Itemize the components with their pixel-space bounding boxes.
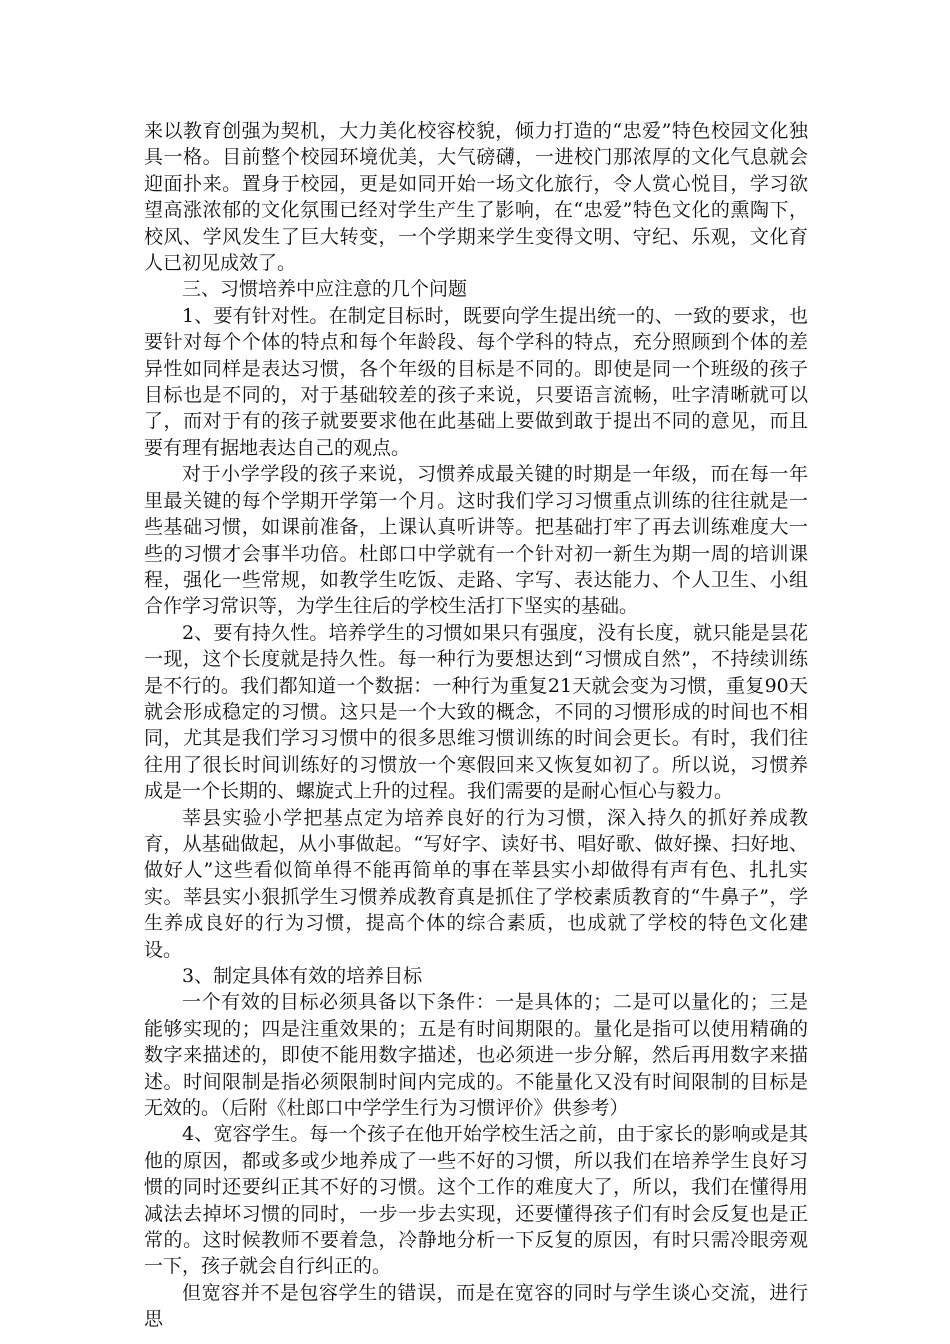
paragraph-effective-goal: 一个有效的目标必须具备以下条件：一是具体的；二是可以量化的；三是能够实现的；四是注重效果的；五是有时间期限的。量化是指可以使用精确的数字来描述的，即使不能用数字描述，也必须进一步分解，然后再用数字来描述。时间限制是指必须限制时间内完成的。不能量化又没有时间限制的目标是无效的。（后附《杜郎口中学学生行为习惯评价》供参考） <box>144 991 808 1120</box>
paragraph-targeted: 1、要有针对性。在制定目标时，既要向学生提出统一的、一致的要求，也要针对每个个体的特点和每个年龄段、每个学科的特点，充分照顾到个体的差异性如同样是表达习惯，各个年级的目标是不同的。即使是同一个班级的孩子目标也是不同的，对于基础较差的孩子来说，只要语言流畅，吐字清晰就可以了，而对于有的孩子就要要求他在此基础上要做到敢于提出不同的意见，而且要有理有据地表达自己的观点。 <box>144 304 808 459</box>
paragraph-first-grade: 对于小学学段的孩子来说，习惯养成最关键的时期是一年级，而在每一年里最关键的每个学期开学第一个月。这时我们学习习惯重点训练的往往就是一些基础习惯，如课前准备，上课认真听讲等。把基础打牢了再去训练难度大一些的习惯才会事半功倍。杜郎口中学就有一个针对初一新生为期一周的培训课程，强化一些常规，如教学生吃饭、走路、字写、表达能力、个人卫生、小组合作学习常识等，为学生往后的学校生活打下坚实的基础。 <box>144 463 808 618</box>
section-heading-habit-issues: 三、习惯培养中应注意的几个问题 <box>182 278 468 301</box>
subheading-goals: 3、制定具体有效的培养目标 <box>182 965 423 987</box>
paragraph-campus-culture: 来以教育创强为契机，大力美化校容校貌，倾力打造的“忠爱”特色校园文化独具一格。目前整个校园环境优美，大气磅礴，一进校门那浓厚的文化气息就会迎面扑来。置身于校园，更是如同开始一场文化旅行，令人赏心悦目，学习欲望高涨浓郁的文化氛围已经对学生产生了影响，在“忠爱”特色文化的熏陶下，校风、学风发生了巨大转变，一个学期来学生变得文明、守纪、乐观，文化育人已初见成效了。 <box>144 120 808 275</box>
paragraph-shenxian-school: 莘县实验小学把基点定为培养良好的行为习惯，深入持久的抓好养成教育，从基础做起，从小事做起。“写好字、读好书、唱好歌、做好操、扫好地、做好人”这些看似简单得不能再简单的事在莘县实小却做得有声有色、扎扎实实。莘县实小狠抓学生习惯养成教育真是抓住了学校素质教育的“牛鼻子”，学生养成良好的行为习惯，提高个体的综合素质，也成就了学校的特色文化建设。 <box>144 806 808 961</box>
paragraph-persistence: 2、要有持久性。培养学生的习惯如果只有强度，没有长度，就只能是昙花一现，这个长度就是持久性。每一种行为要想达到“习惯成自然”，不持续训练是不行的。我们都知道一个数据：一种行为重复21天就会变为习惯，重复90天就会形成稳定的习惯。这只是一个大致的概念，不同的习惯形成的时间也不相同，尤其是我们学习习惯中的很多思维习惯训练的时间会更长。有时，我们往往用了很长时间训练好的习惯放一个寒假回来又恢复如初了。所以说，习惯养成是一个长期的、螺旋式上升的过程。我们需要的是耐心恒心与毅力。 <box>144 621 808 803</box>
document-body <box>144 118 808 1333</box>
paragraph-tolerance: 4、宽容学生。每一个孩子在他开始学校生活之前，由于家长的影响或是其他的原因，都或多或少地养成了一些不好的习惯，所以我们在培养学生良好习惯的同时还要纠正其不好的习惯。这个工作的难度大了，所以，我们在懂得用减法去掉坏习惯的同时，一步一步去实现，还要懂得孩子们有时会反复也是正常的。这时候教师不要着急，冷静地分析一下反复的原因，有时只需冷眼旁观一下，孩子就会自行纠正的。 <box>144 1123 808 1278</box>
paragraph-tolerance-continued: 但宽容并不是包容学生的错误，而是在宽容的同时与学生谈心交流，进行思 <box>144 1281 808 1331</box>
